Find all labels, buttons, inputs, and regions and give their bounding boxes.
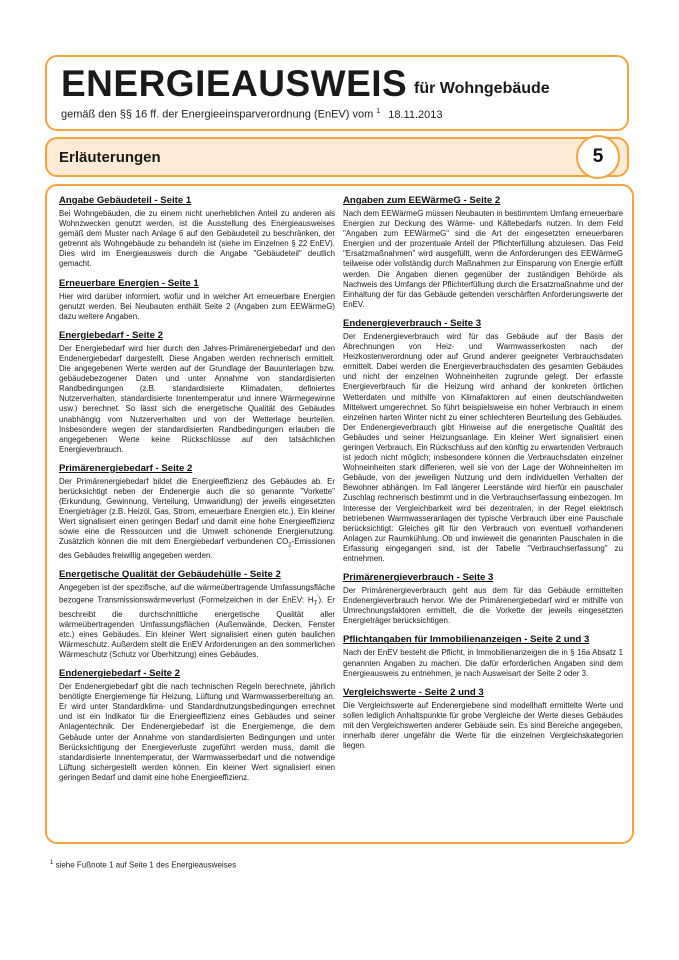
document-header	[45, 55, 629, 131]
section-body	[59, 583, 335, 660]
explanation-section	[343, 687, 623, 751]
explanation-section	[343, 318, 623, 564]
right-column	[343, 195, 623, 759]
superscript: '	[317, 594, 319, 602]
section-body: Bei Wohngebäuden, die zu einem nicht unerheblichen Anteil zu anderen als Wohnzwecken genutzt werden, ist die Ausstellung des Energieausweises gemäß dem Muster nach Anlage 6 auf den Gebäudeteil zu beschränken, der getrennt als Wohngebäude zu behandeln ist (siehe im Einzelnen § 22 EnEV). Dies wird im Energieausweis durch die Angabe "Gebäudeteil" deutlich gemacht.	[59, 209, 335, 269]
section-body: Der Energiebedarf wird hier durch den Jahres-Primärenergiebedarf und den Endenergiebedarf dargestellt. Diese Angaben werden rechnerisch ermittelt. Die angegebenen Werte werden auf der Grundlage der Bauunterlagen bzw. gebäudebezogener Daten und unter Annahme von standardisierten Randbedingungen (z.B. standardisierte Klimadaten, definiertes Nutzerverhalten, standardisierte Innentemperatur und innere Wärmegewinne usw.) berechnet. So lässt sich die energetische Qualität des Gebäudes unabhängig vom Nutzerverhalten und von der Wetterlage beurteilen. Insbesondere wegen der standardisierten Randbedingungen erlauben die angegebenen Werte keine Rückschlüsse auf den tatsächlichen Energieverbrauch.	[59, 343, 335, 454]
section-heading: Energiebedarf - Seite 2	[59, 329, 163, 341]
section-body: Der Endenergiebedarf gibt die nach technischen Regeln berechnete, jährlich benötigte Energiemenge für Heizung, Lüftung und Warmwasserbereitung an. Er wird unter Standardklima- und Standardnutzungsbedingungen errechnet und ist ein Indikator für die Energieeffizienz eines Gebäudes und seiner Anlagentechnik. Der Endenergiebedarf ist die Energiemenge, die dem Gebäude unter der Annahme von standardisierten Bedingungen und unter Berücksichtigung der Energieverluste zugeführt werden muss, damit die standardisierte Innentemperatur, der Warmwasserbedarf und die notwendige Lüftung sichergestellt werden können. Ein kleiner Wert signalisiert einen geringen Bedarf und damit eine hohe Energieeffizienz.	[59, 682, 335, 782]
body-text: Der Primärenergiebedarf bildet die Energieeffizienz des Gebäudes ab. Er berücksichtigt neben der Endenergie auch die so genannte "Vorkette" (Erkundung, Gewinnung, Verteilung, Umwandlung) der jeweils eingesetzten Energieträger (z.B. Heizöl, Gas, Strom, erneuerbare Energien etc.). Ein kleiner Wert signalisiert einen geringen Bedarf und damit eine hohe Energieeffizienz sowie eine die Ressourcen und die Umwelt schonende Energienutzung. Zusätzlich können die mit dem Energiebedarf verbundenen CO	[59, 476, 335, 547]
explanation-section	[59, 569, 335, 660]
section-heading: Endenergieverbrauch - Seite 3	[343, 317, 482, 329]
legal-basis-text: gemäß den §§ 16 ff. der Energieeinsparverordnung (EnEV) vom	[61, 108, 374, 121]
explanation-section	[59, 463, 335, 561]
section-body: Die Vergleichswerte auf Endenergiebene sind modellhaft ermittelte Werte und sollen lediglich Anhaltspunkte für grobe Vergleiche der Werte dieses Gebäudes mit den Vergleichswerten anderer Gebäude sein. Es sind Bereiche angegeben, innerhalb derer ungefähr die Werte für die einzelnen Vergleichskategorien liegen.	[343, 700, 623, 751]
section-heading: Pflichtangaben für Immobilienanzeigen - Seite 2 und 3	[343, 634, 590, 646]
footnote-marker: 1	[376, 108, 381, 115]
explanation-section	[59, 668, 335, 783]
footnote-text: siehe Fußnote 1 auf Seite 1 des Energieausweises	[55, 860, 237, 870]
section-heading: Erneuerbare Energien - Seite 1	[59, 277, 199, 289]
footnote-number: 1	[50, 860, 54, 866]
section-heading: Angabe Gebäudeteil - Seite 1	[59, 195, 192, 206]
section-heading: Endenergiebedarf - Seite 2	[59, 668, 181, 680]
section-body: Der Primärenergieverbrauch geht aus dem für das Gebäude ermittelten Endenergieverbrauch hervor. Wie der Primärenergiebedarf wird er mithilfe von Umrechnungsfaktoren ermittelt, die die Vorkette der jeweils eingesetzten Energieträger berücksichtigen.	[343, 586, 623, 626]
section-heading: Angaben zum EEWärmeG - Seite 2	[343, 195, 501, 206]
explanation-section	[59, 278, 335, 322]
document-subtitle: für Wohngebäude	[414, 80, 550, 97]
body-text: Angegeben ist der spezifische, auf die wärmeübertragende Umfassungsfläche bezogene Transmissionswärmeverlust (Formelzeichen in der EnEV: H	[59, 583, 335, 605]
explanation-section	[59, 330, 335, 455]
document-title: ENERGIEAUSWEIS	[61, 63, 408, 104]
body-text: -Emissionen des Gebäudes freiwillig angegeben werden.	[59, 537, 335, 561]
section-heading: Primärenergiebedarf - Seite 2	[59, 462, 193, 474]
subscript: T	[313, 601, 318, 608]
explanation-section	[343, 572, 623, 626]
section-body: Der Endenergieverbrauch wird für das Gebäude auf der Basis der Abrechnungen von Heiz- und Warmwasserkosten nach der Heizkostenverordnung oder auf Grund anderer geeigneter Verbrauchsdaten ermittelt. Dabei werden die Energieverbrauchsdaten des gesamten Gebäudes und nicht der einzelnen Wohneinheiten zugrunde gelegt. Der erfasste Energieverbrauch für die Heizung wird anhand der konkreten örtlichen Wetterdaten und mithilfe von Klimafaktoren auf einen deutschlandweiten Mittelwert umgerechnet. So führt beispielsweise ein hoher Verbrauch in einem einzelnen harten Winter nicht zu einer schlechteren Beurteilung des Gebäudes. Der Endenergieverbrauch gibt Hinweise auf die energetische Qualität des Gebäudes und seiner Heizungsanlage. Ein kleiner Wert signalisiert einen geringen Verbrauch. Ein Rückschluss auf den künftig zu erwartenden Verbrauch ist jedoch nicht möglich; insbesondere können die Verbrauchsdaten einzelner Wohneinheiten stark differieren, weil sie von der Lage der Wohneinheiten im Gebäude, von der jeweiligen Nutzung und dem individuellen Verhalten der Bewohner abhängen. Im Fall längerer Leerstände wird hierfür ein pauschaler Zuschlag rechnerisch bestimmt und in die Verbrauchserfassung einbezogen. Im Interesse der Vergleichbarkeit wird bei dezentralen, in der Regel elektrisch betriebenen Warmwasseranlagen der typische Verbrauch über eine Pauschale berücksichtigt: Gleiches gilt für den Verbrauch von eventuell vorhandenen Anlagen zur Raumkühlung. Ob und inwieweit die genannten Pauschalen in die Erfassung eingegangen sind, ist der Tabelle "Verbrauchserfassung" zu entnehmen.	[343, 331, 623, 563]
footnote	[50, 860, 236, 870]
section-title: Erläuterungen	[59, 149, 161, 166]
section-heading: Vergleichswerte - Seite 2 und 3	[343, 686, 484, 698]
left-column	[59, 195, 335, 791]
section-header	[45, 137, 629, 177]
section-body	[59, 477, 335, 561]
issue-date: 18.11.2013	[388, 108, 443, 121]
subscript: 2	[288, 543, 292, 550]
section-heading: Energetische Qualität der Gebäudehülle - Seite 2	[59, 569, 281, 581]
explanation-section	[343, 634, 623, 678]
explanation-section	[59, 195, 335, 270]
section-body: Nach der EnEV besteht die Pflicht, in Immobilienanzeigen die in § 16a Absatz 1 genannten Angaben zu machen. Die dafür erforderlichen Angaben sind dem Energieausweis zu entnehmen, je nach Ausweisart der Seite 2 oder 3.	[343, 648, 623, 678]
page-number-badge: 5	[576, 135, 620, 179]
section-body: Nach dem EEWärmeG müssen Neubauten in bestimmtem Umfang erneuerbare Energien zur Deckung des Wärme- und Kältebedarfs nutzen. In dem Feld "Angaben zum EEWärmeG" sind die Art der eingesetzten erneuerbaren Energien und der prozentuale Anteil der Pflichterfüllung abzulesen. Das Feld "Ersatzmaßnahmen" wird ausgefüllt, wenn die Anforderungen des EEWärmeG teilweise oder vollständig durch Maßnahmen zur Einsparung von Energie erfüllt werden. Die Angaben dienen gegenüber der zuständigen Behörde als Nachweis des Umfangs der Pflichterfüllung durch die Ersatzmaßnahme und der Einhaltung der für das Gebäude geltenden verschärften Anforderungswerte der EnEV.	[343, 209, 623, 309]
section-heading: Primärenergieverbrauch - Seite 3	[343, 572, 494, 584]
legal-basis	[61, 108, 442, 121]
body-text: ). Er beschreibt die durchschnittliche energetische Qualität aller wärmeübertragenden Umfassungsflächen (Außenwände, Decken, Fenster etc.) eines Gebäudes. Ein kleiner Wert signalisiert einen guten baulichen Wärmeschutz. Außerdem stellt die EnEV Anforderungen an den sommerlichen Wärmeschutz (Schutz vor Überhitzung) eines Gebäudes.	[59, 595, 336, 659]
explanation-section	[343, 195, 623, 310]
explanations-content	[45, 184, 634, 844]
section-body: Hier wird darüber informiert, wofür und in welcher Art erneuerbare Energien genutzt werden. Bei Neubauten enthält Seite 2 (Angaben zum EEWärmeG) dazu weitere Angaben.	[59, 291, 335, 321]
